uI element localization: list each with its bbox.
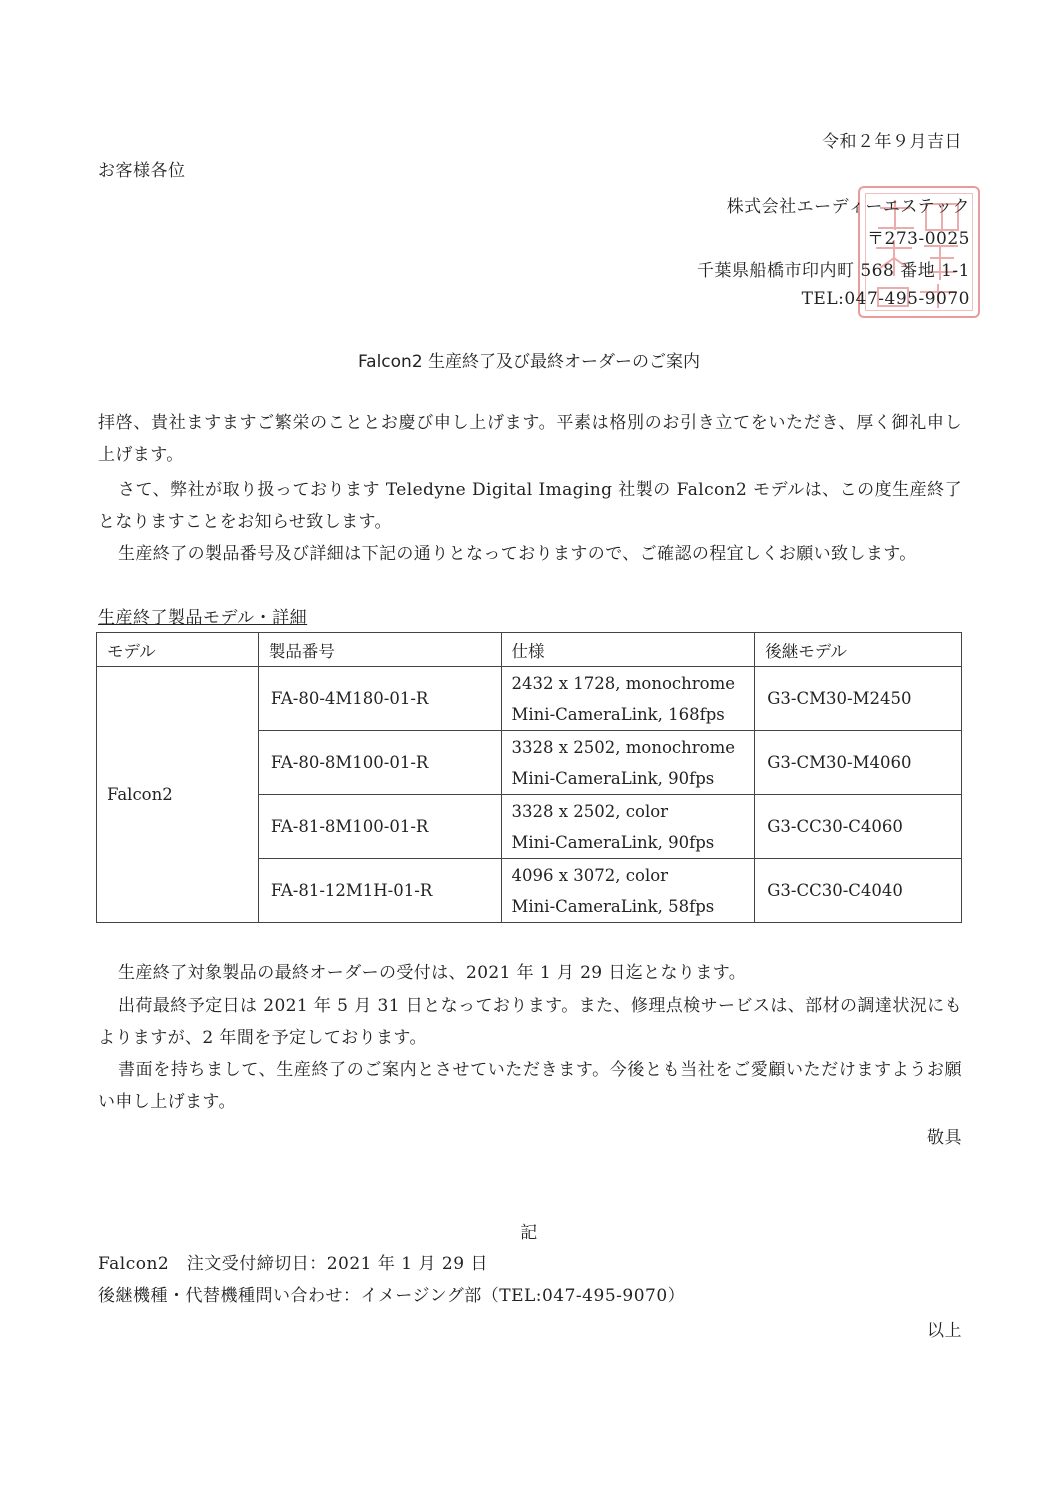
table-caption: 生産終了製品モデル・詳細 [98,608,308,628]
announcement-paragraph: さて、弊社が取り扱っております Teledyne Digital Imaging 社製の Falcon2 モデルは、この度生産終了となりますことをお知らせ致します。 [98,480,962,532]
table-header-row [97,633,962,667]
order-deadline-line: Falcon2 注文受付締切日：2021 年 1 月 29 日 [98,1254,488,1274]
spec-interface: Mini-CameraLink, 168fps [511,704,725,724]
spec-resolution: 2432 x 1728, monochrome [511,673,736,693]
spec-cell [501,731,755,795]
inquiry-contact-line: 後継機種・代替機種問い合わせ：イメージング部（TEL:047-495-9070） [98,1286,686,1306]
spec-interface: Mini-CameraLink, 90fps [511,768,715,788]
part-number-cell: FA-81-8M100-01-R [258,795,501,859]
spec-cell [501,667,755,731]
part-number-cell: FA-80-4M180-01-R [258,667,501,731]
successor-cell: G3-CM30-M4060 [755,731,962,795]
successor-cell: G3-CC30-C4040 [755,859,962,923]
shipping-service-paragraph: 出荷最終予定日は 2021 年 5 月 31 日となっております。また、修理点検サービスは、部材の調達状況にもよりますが、2 年間を予定しております。 [98,996,962,1048]
header-model: モデル [97,633,259,667]
closing-salutation: 敬具 [927,1128,962,1148]
sender-tel: TEL:047-495-9070 [801,289,970,309]
spec-interface: Mini-CameraLink, 90fps [511,832,715,852]
end-mark: 以上 [927,1321,962,1341]
part-number-cell: FA-80-8M100-01-R [258,731,501,795]
details-paragraph: 生産終了の製品番号及び詳細は下記の通りとなっておりますので、ご確認の程宜しくお願い致します。 [118,544,917,564]
sender-address: 千葉県船橋市印内町 568 番地 1-1 [696,261,970,281]
table-row [97,667,962,731]
model-cell: Falcon2 [97,667,259,923]
eol-products-table [96,632,962,923]
header-spec: 仕様 [501,633,755,667]
closing-paragraph: 書面を持ちまして、生産終了のご案内とさせていただきます。今後とも当社をご愛顧いただけますようお願い申し上げます。 [98,1060,962,1112]
header-part-number: 製品番号 [258,633,501,667]
spec-interface: Mini-CameraLink, 58fps [511,896,715,916]
spec-resolution: 3328 x 2502, monochrome [511,737,736,757]
last-order-paragraph: 生産終了対象製品の最終オーダーの受付は、2021 年 1 月 29 日迄となります。 [118,963,747,983]
successor-cell: G3-CM30-M2450 [755,667,962,731]
notes-heading: 記 [520,1223,538,1243]
header-successor: 後継モデル [755,633,962,667]
spec-resolution: 4096 x 3072, color [511,865,669,885]
part-number-cell: FA-81-12M1H-01-R [258,859,501,923]
sender-postal-code: 〒273-0025 [867,229,970,249]
addressee: お客様各位 [98,161,186,181]
greeting-paragraph: 拝啓、貴社ますますご繁栄のこととお慶び申し上げます。平素は格別のお引き立てをいただき、厚く御礼申し上げます。 [98,413,962,465]
letter-date: 令和２年９月吉日 [822,132,962,152]
spec-resolution: 3328 x 2502, color [511,801,669,821]
spec-cell [501,795,755,859]
sender-company: 株式会社エーディーエステック [726,197,970,217]
successor-cell: G3-CC30-C4060 [755,795,962,859]
spec-cell [501,859,755,923]
document-title: Falcon2 生産終了及び最終オーダーのご案内 [357,352,701,372]
